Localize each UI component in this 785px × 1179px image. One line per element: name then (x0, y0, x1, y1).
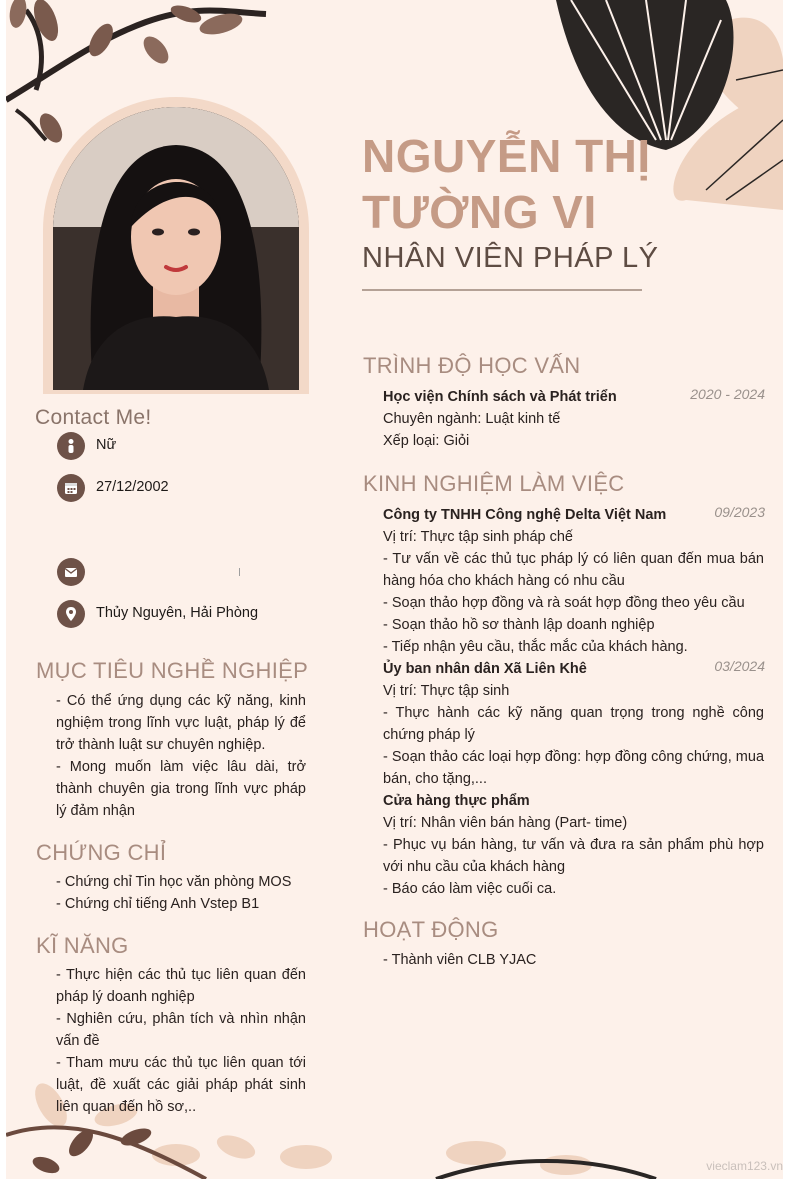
certificate-item: - Chứng chỉ tiếng Anh Vstep B1 (56, 896, 260, 912)
job-position: Vị trí: Thực tập sinh (383, 683, 510, 699)
education-heading: TRÌNH ĐỘ HỌC VẤN (363, 353, 581, 378)
job-duty: - Phục vụ bán hàng, tư vấn và đưa ra sản phẩm phù hợp với nhu cầu của khách hàng (383, 837, 764, 875)
job-duty: - Soạn thảo hợp đồng và rà soát hợp đồng theo yêu cầu (383, 595, 745, 611)
education-grade: Xếp loại: Giỏi (383, 433, 470, 449)
certificate-item: - Chứng chỉ Tin học văn phòng MOS (56, 874, 292, 890)
contact-heading: Contact Me! (35, 406, 152, 429)
skill-item: - Nghiên cứu, phân tích và nhìn nhận vấn đề (56, 1011, 306, 1049)
job-duty: - Tiếp nhận yêu cầu, thắc mắc của khách hàng. (383, 639, 688, 655)
gender-value: Nữ (96, 437, 117, 453)
job-duty: - Báo cáo làm việc cuối ca. (383, 881, 557, 897)
redaction-mark (239, 568, 240, 576)
certificates-heading: CHỨNG CHỈ (36, 840, 167, 865)
location-pin-icon (57, 600, 85, 628)
job-date: 03/2024 (714, 658, 765, 674)
job-duty: - Soạn thảo các loại hợp đồng: hợp đồng công chứng, mua bán, cho tặng,... (383, 749, 765, 787)
job-company: Cửa hàng thực phẩm (383, 793, 530, 809)
skills-heading: KĨ NĂNG (36, 933, 129, 958)
education-major: Chuyên ngành: Luật kinh tế (383, 411, 561, 427)
job-company: Ủy ban nhân dân Xã Liên Khê (383, 661, 587, 677)
birthday-value: 27/12/2002 (96, 479, 169, 495)
activities-heading: HOẠT ĐỘNG (363, 917, 499, 942)
skill-item: - Tham mưu các thủ tục liên quan tới luật, đề xuất các giải pháp phát sinh liên quan đến hồ sơ,.. (56, 1055, 306, 1115)
cv-page (6, 0, 783, 1179)
email-icon (57, 558, 85, 586)
certificates-list (56, 871, 306, 915)
full-name-line-2: TƯỜNG VI (362, 186, 597, 238)
objective-text (56, 690, 306, 822)
title-divider (362, 289, 642, 291)
gender-icon (57, 432, 85, 460)
skills-list (56, 964, 306, 1118)
profile-photo-frame (43, 97, 309, 394)
job-date: 09/2023 (714, 504, 765, 520)
address-value: Thủy Nguyên, Hải Phòng (96, 605, 259, 621)
job-details (383, 812, 764, 900)
skill-item: - Thực hiện các thủ tục liên quan đến pháp lý doanh nghiệp (56, 967, 306, 1005)
job-position: Vị trí: Thực tập sinh pháp chế (383, 529, 573, 545)
experience-heading: KINH NGHIỆM LÀM VIỆC (363, 471, 625, 496)
profile-photo (53, 107, 299, 390)
calendar-icon (57, 474, 85, 502)
full-name (362, 128, 651, 240)
objective-line: - Có thể ứng dụng các kỹ năng, kinh nghiệm trong lĩnh vực luật, pháp lý để trở thành luật sư chuyên nghiệp. (56, 693, 306, 753)
job-company: Công ty TNHH Công nghệ Delta Việt Nam (383, 507, 667, 523)
objective-heading: MỤC TIÊU NGHỀ NGHIỆP (36, 658, 309, 683)
watermark: vieclam123.vn (706, 1159, 783, 1173)
education-period: 2020 - 2024 (690, 386, 765, 402)
job-title: NHÂN VIÊN PHÁP LÝ (362, 242, 659, 274)
full-name-line-1: NGUYỄN THỊ (362, 130, 651, 182)
job-duty: - Tư vấn về các thủ tục pháp lý có liên quan đến mua bán hàng hóa cho khách hàng có nhu cầu (383, 551, 764, 589)
job-duty: - Thực hành các kỹ năng quan trọng trong nghề công chứng pháp lý (383, 705, 764, 743)
job-details (383, 526, 764, 658)
objective-line: - Mong muốn làm việc lâu dài, trở thành chuyên gia trong lĩnh vực pháp lý đảm nhận (56, 759, 306, 819)
avatar-illustration (53, 107, 299, 390)
school-name: Học viện Chính sách và Phát triển (383, 389, 617, 405)
job-duty: - Soạn thảo hồ sơ thành lập doanh nghiệp (383, 617, 655, 633)
activity-item: - Thành viên CLB YJAC (383, 952, 537, 968)
job-position: Vị trí: Nhân viên bán hàng (Part- time) (383, 815, 628, 831)
job-details (383, 680, 764, 790)
